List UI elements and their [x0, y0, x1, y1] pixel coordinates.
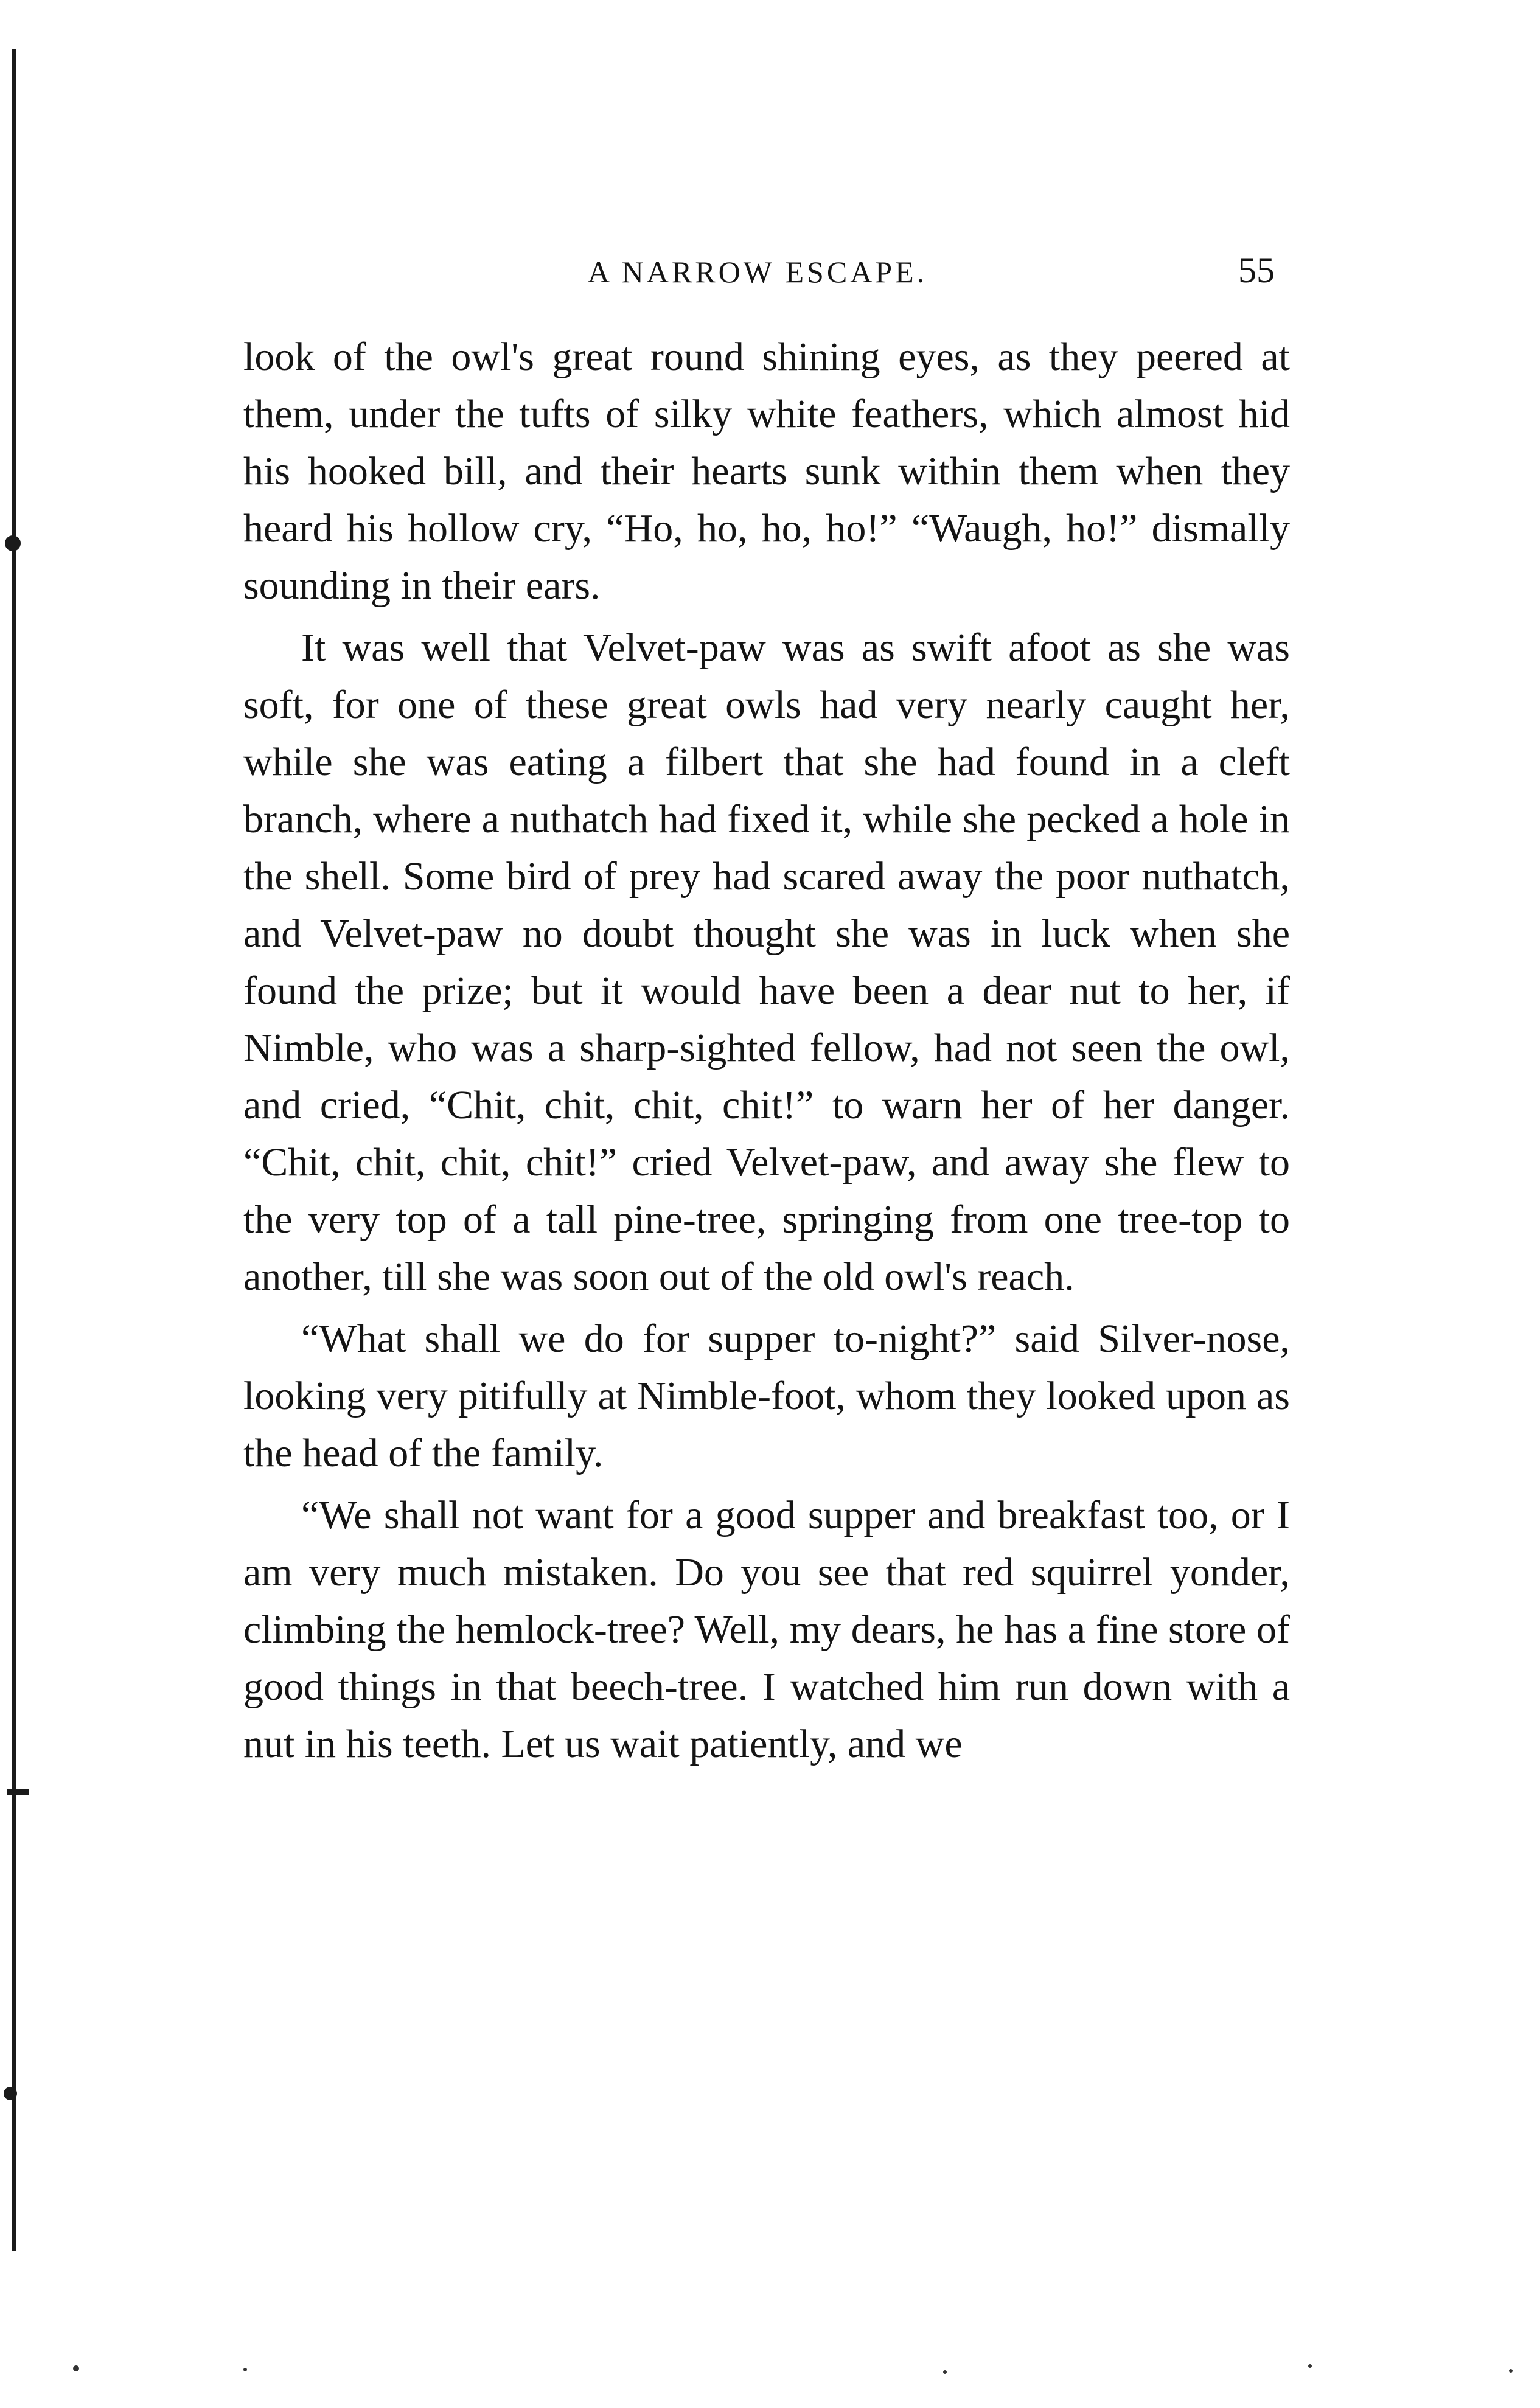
- running-head: A NARROW ESCAPE.: [587, 255, 928, 289]
- scan-specks: [0, 2361, 1540, 2385]
- scan-speck: [943, 2370, 947, 2374]
- binding-mark: [5, 535, 21, 551]
- scan-speck: [243, 2368, 247, 2371]
- paragraph: “We shall not want for a good supper and breakfast too, or I am very much mistaken. Do you see that red squirrel yonder, climbing the hemlock-tree? Well, my dears, he has a fine store of good things in that beech-tree. I watched him run down with a nut in his teeth. Let us wait patiently, and we: [243, 1493, 1290, 1766]
- page-header: [240, 249, 1275, 298]
- page-binding-edge: [12, 49, 16, 2251]
- page-number: 55: [1238, 250, 1275, 290]
- binding-mark: [7, 1789, 29, 1795]
- body-text: [243, 329, 1290, 1773]
- paragraph: look of the owl's great round shining eyes, as they peered at them, under the tufts of silky white feathers, which almost hid his hooked bill, and their hearts sunk within them when they heard his hollow cry, “Ho, ho, ho, ho!” “Waugh, ho!” dismally sounding in their ears.: [243, 335, 1290, 608]
- scan-speck: [1509, 2369, 1513, 2373]
- paragraph: “What shall we do for supper to-night?” said Silver-nose, looking very pitifully at Nimble-foot, whom they looked upon as the head of the family.: [243, 1317, 1290, 1475]
- binding-mark: [4, 2087, 17, 2100]
- scan-speck: [1308, 2364, 1312, 2368]
- paragraph: It was well that Velvet-paw was as swift afoot as she was soft, for one of these great owls had very nearly caught her, while she was eating a filbert that she had found in a cleft branch, where a nuthatch had fixed it, while she pecked a hole in the shell. Some bird of prey had scared away the poor nuthatch, and Velvet-paw no doubt thought she was in luck when she found the prize; but it would have been a dear nut to her, if Nimble, who was a sharp-sighted fellow, had not seen the owl, and cried, “Chit, chit, chit, chit!” to warn her of her danger. “Chit, chit, chit, chit!” cried Velvet-paw, and away she flew to the very top of a tall pine-tree, springing from one tree-top to another, till she was soon out of the old owl's reach.: [243, 625, 1290, 1299]
- scan-speck: [73, 2365, 79, 2371]
